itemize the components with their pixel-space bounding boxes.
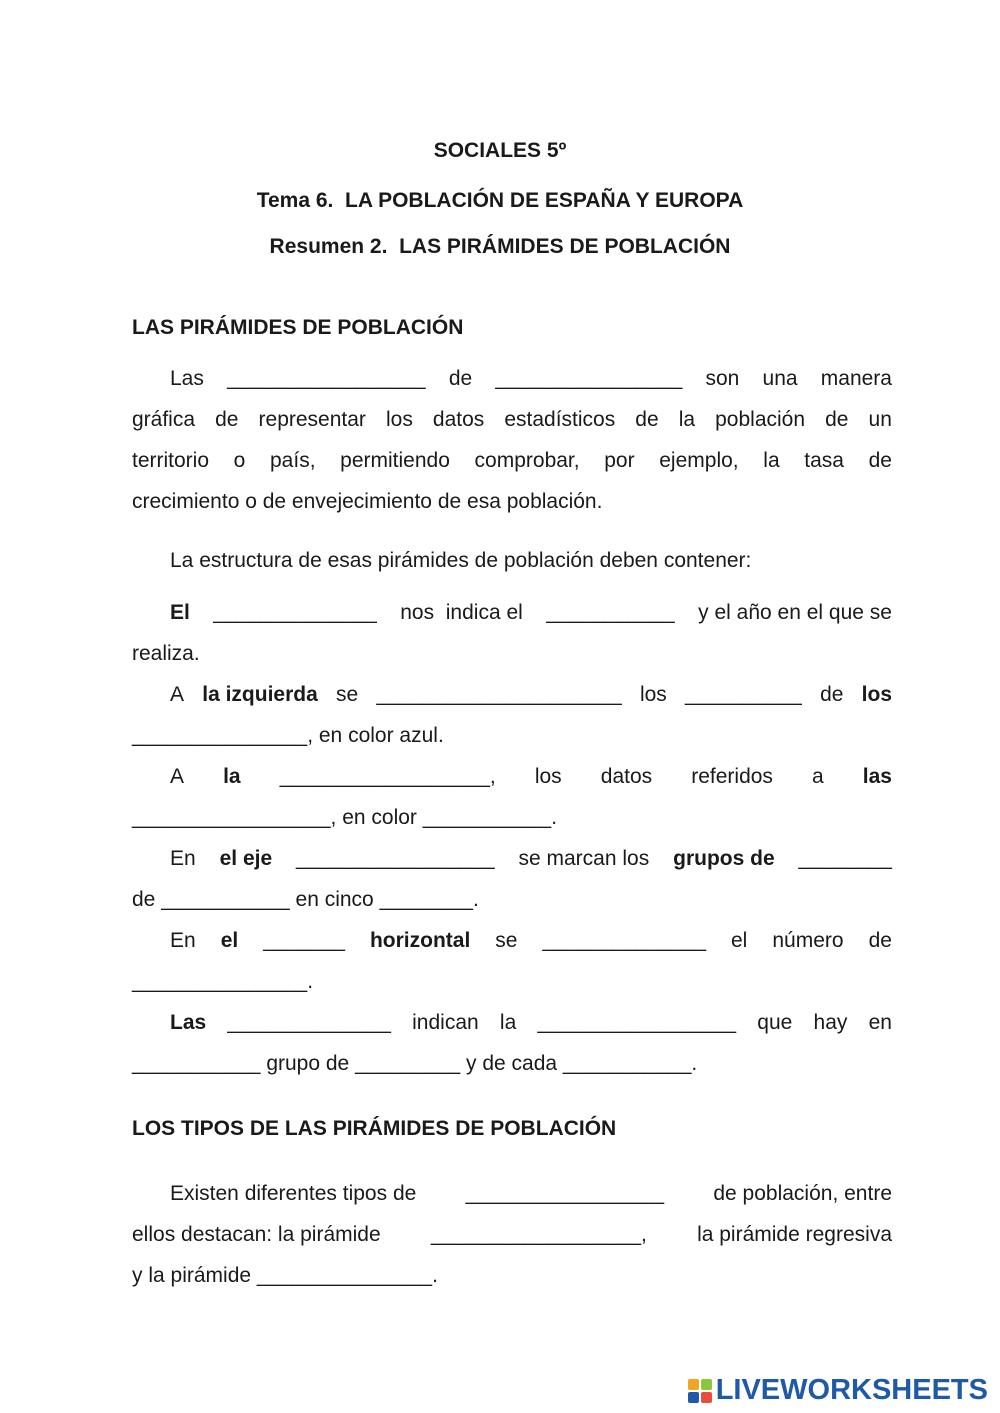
paragraph-line <box>132 440 892 481</box>
blank-field[interactable]: __________________, <box>279 765 496 788</box>
word: se <box>495 929 518 952</box>
word: referidos <box>691 765 773 788</box>
intro-line <box>170 540 892 581</box>
liveworksheets-logo <box>688 1374 988 1407</box>
word: de <box>820 683 844 706</box>
bold-word: la izquierda <box>202 683 318 706</box>
word: Las <box>170 367 204 390</box>
word: En <box>170 847 196 870</box>
word: un <box>868 408 892 431</box>
word: permitiendo <box>340 449 450 472</box>
word: A <box>170 765 185 788</box>
phrase: de <box>132 888 162 911</box>
paragraph-line <box>132 481 892 522</box>
word: comprobar, <box>474 449 580 472</box>
sentence: crecimiento o de envejecimiento de esa población. <box>132 490 603 513</box>
word: en <box>868 1011 892 1034</box>
word: A <box>170 683 185 706</box>
phrase: . <box>473 888 479 911</box>
word: territorio <box>132 449 210 472</box>
word: país, <box>270 449 316 472</box>
phrase: . <box>691 1052 698 1075</box>
bold-word: grupos de <box>673 847 775 870</box>
word: son <box>705 367 740 390</box>
paragraph-line <box>170 1002 892 1043</box>
phrase: , en color <box>330 806 423 829</box>
sentence: La estructura de esas pirámides de población deben contener: <box>170 549 752 572</box>
word: los <box>639 683 667 706</box>
word: la <box>499 1011 517 1034</box>
blank-field[interactable]: ___________ <box>422 806 552 829</box>
bold-word: el <box>220 929 239 952</box>
blank-field[interactable]: ___________ <box>546 601 675 624</box>
course-title: SOCIALES 5º <box>433 139 567 162</box>
summary-title: Resumen 2. LAS PIRÁMIDES DE POBLACIÓN <box>269 235 731 258</box>
word: tasa <box>804 449 844 472</box>
phrase: . <box>551 806 558 829</box>
blank-field[interactable]: ______________ <box>227 1011 391 1034</box>
word: población <box>715 408 806 431</box>
word: número <box>772 929 844 952</box>
blank-field[interactable]: _____________________ <box>376 683 622 706</box>
word: la <box>678 408 696 431</box>
paragraph-line <box>132 797 892 838</box>
paragraph-line <box>132 1255 892 1296</box>
bold-word: horizontal <box>369 929 471 952</box>
paragraph-line <box>170 674 892 715</box>
blank-field[interactable]: _______ <box>263 929 345 952</box>
word: que <box>757 1011 793 1034</box>
phrase: , en color azul. <box>307 724 444 747</box>
paragraph-line <box>132 1043 892 1084</box>
word: datos <box>432 408 485 431</box>
blank-field[interactable]: __________________, <box>430 1223 647 1246</box>
phrase: la pirámide regresiva <box>697 1223 892 1246</box>
word: a <box>812 765 824 788</box>
blank-field[interactable]: _________________ <box>537 1011 737 1034</box>
paragraph-line <box>170 756 892 797</box>
word: de <box>868 929 892 952</box>
word: de <box>825 408 849 431</box>
blank-field[interactable]: __________ <box>685 683 802 706</box>
word: una <box>762 367 798 390</box>
logo-text: LIVEWORKSHEETS <box>715 1374 988 1406</box>
blank-field[interactable]: _______________ <box>132 970 308 993</box>
bold-word: Las <box>170 1011 207 1034</box>
paragraph-line <box>132 879 892 920</box>
blank-field[interactable]: _________________ <box>465 1182 665 1205</box>
section-heading-piramides: LAS PIRÁMIDES DE POBLACIÓN <box>132 316 464 339</box>
paragraph-line <box>170 838 892 879</box>
paragraph-line <box>170 592 892 633</box>
blank-field[interactable]: ________ <box>379 888 474 911</box>
word: los <box>534 765 562 788</box>
blank-field[interactable]: _________ <box>355 1052 461 1075</box>
phrase: y de cada <box>460 1052 563 1075</box>
blank-field[interactable]: ______________ <box>542 929 706 952</box>
word: hay <box>813 1011 848 1034</box>
paragraph-line <box>132 399 892 440</box>
word: de <box>635 408 659 431</box>
word: estadísticos <box>504 408 616 431</box>
paragraph-line <box>170 358 892 399</box>
bold-word: el eje <box>219 847 273 870</box>
word: indican <box>412 1011 479 1034</box>
word: los <box>385 408 413 431</box>
logo-mark-icon <box>688 1379 712 1403</box>
word: por <box>604 449 635 472</box>
word: se <box>336 683 359 706</box>
word: de <box>215 408 239 431</box>
blank-field[interactable]: ________________ <box>495 367 683 390</box>
paragraph-line <box>170 920 892 961</box>
phrase: . <box>307 970 314 993</box>
paragraph-line <box>132 1214 892 1255</box>
word: En <box>170 929 196 952</box>
word: la <box>763 449 780 472</box>
phrase: y la pirámide <box>132 1264 257 1287</box>
blank-field[interactable]: _______________ <box>132 724 308 747</box>
phrase: y el año en el que se <box>698 601 892 624</box>
paragraph-line <box>132 633 892 674</box>
phrase: Existen diferentes tipos de <box>170 1182 417 1205</box>
paragraph-line <box>132 961 892 1002</box>
paragraph-line <box>170 1173 892 1214</box>
bold-word: las <box>862 765 892 788</box>
word: manera <box>820 367 892 390</box>
word: de <box>448 367 473 390</box>
bold-word: El <box>170 601 190 624</box>
word: representar <box>258 408 366 431</box>
blank-field[interactable]: _________________ <box>296 847 495 870</box>
bold-word: los <box>861 683 892 706</box>
word: o <box>233 449 246 472</box>
blank-field[interactable]: ___________ <box>562 1052 692 1075</box>
blank-field[interactable]: _________________ <box>132 806 331 829</box>
blank-field[interactable]: ___________ <box>161 888 290 911</box>
phrase: ellos destacan: la pirámide <box>132 1223 381 1246</box>
phrase: nos indica el <box>400 601 523 624</box>
phrase: de población, entre <box>713 1182 892 1205</box>
word: de <box>868 449 892 472</box>
blank-field[interactable]: _________________ <box>227 367 426 390</box>
word: el <box>731 929 748 952</box>
blank-field[interactable]: ______________ <box>213 601 377 624</box>
section-heading-tipos: LOS TIPOS DE LAS PIRÁMIDES DE POBLACIÓN <box>132 1117 617 1140</box>
bold-word: la <box>223 765 241 788</box>
word: realiza. <box>132 642 200 665</box>
blank-field[interactable]: ________ <box>798 847 892 870</box>
phrase: en cinco <box>289 888 380 911</box>
word: gráfica <box>132 408 196 431</box>
phrase: . <box>432 1264 438 1287</box>
blank-field[interactable]: _______________ <box>256 1264 433 1287</box>
blank-field[interactable]: ___________ <box>132 1052 261 1075</box>
phrase: se marcan los <box>518 847 650 870</box>
phrase: grupo de <box>260 1052 356 1075</box>
word: datos <box>600 765 653 788</box>
topic-title: Tema 6. LA POBLACIÓN DE ESPAÑA Y EUROPA <box>256 189 744 212</box>
word: ejemplo, <box>659 449 739 472</box>
paragraph-line <box>132 715 892 756</box>
